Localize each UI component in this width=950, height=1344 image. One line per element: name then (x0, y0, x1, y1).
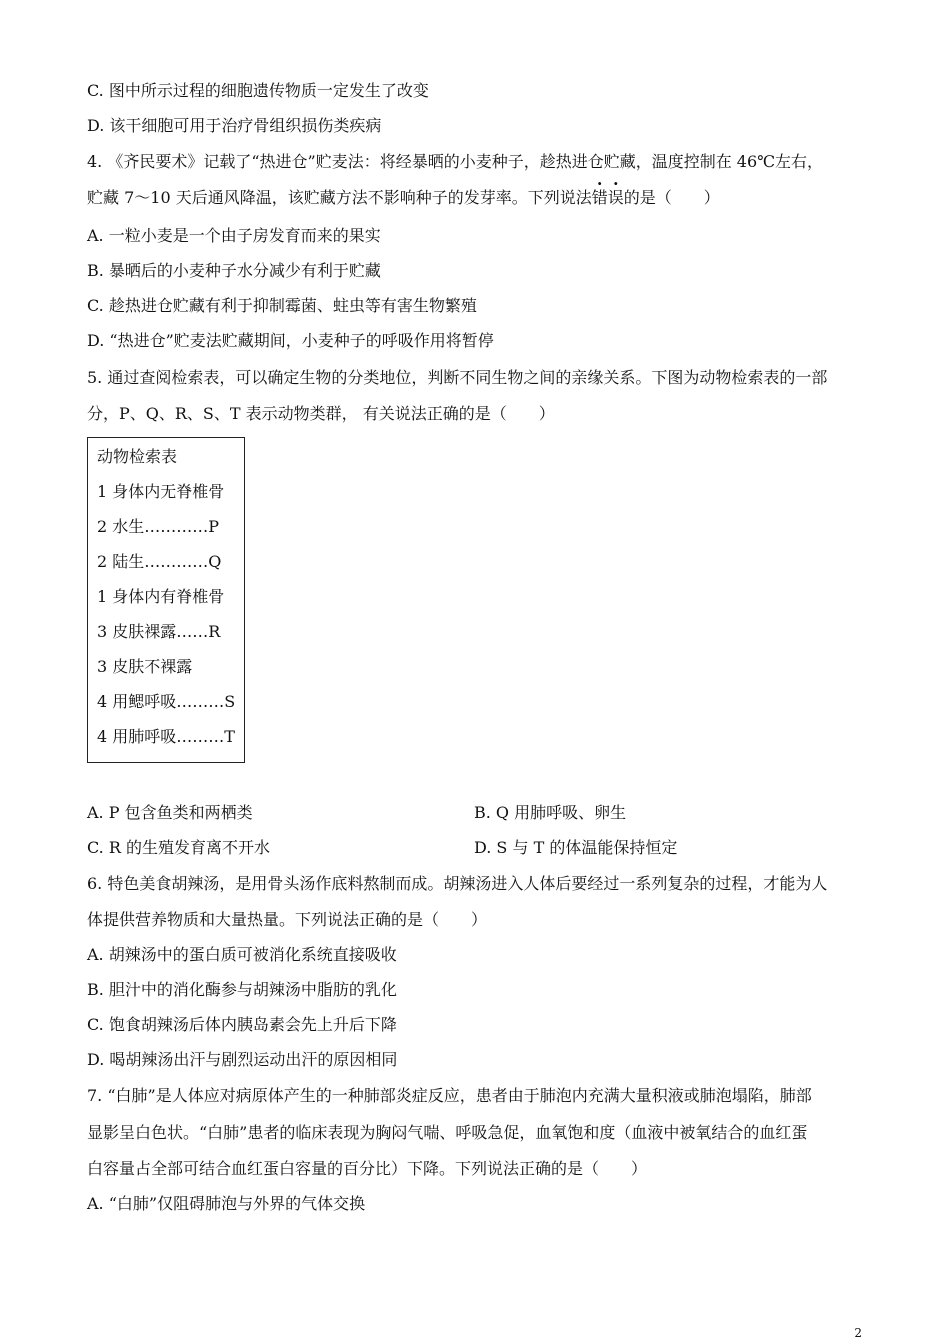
q7-option-a: A. “白肺”仅阻碍肺泡与外界的气体交换 (87, 1194, 366, 1213)
q6-option-b: B. 胆汁中的消化酶参与胡辣汤中脂肪的乳化 (87, 980, 397, 999)
q5-option-b: B. Q 用肺呼吸、卵生 (474, 803, 627, 822)
key-entry: 1 身体内无脊椎骨 (97, 482, 225, 501)
key-title: 动物检索表 (97, 447, 178, 466)
q5-option-a: A. P 包含鱼类和两栖类 (87, 803, 253, 822)
key-entry: 2 水生…………P (97, 517, 220, 536)
animal-key-table (87, 437, 245, 763)
key-entry: 3 皮肤裸露……R (97, 622, 221, 641)
key-entry: 3 皮肤不裸露 (97, 657, 193, 676)
page-number: 2 (854, 1326, 862, 1340)
q5-option-d: D. S 与 T 的体温能保持恒定 (474, 838, 678, 857)
q6-option-d: D. 喝胡辣汤出汗与剧烈运动出汗的原因相同 (87, 1050, 398, 1069)
q4-stem-line1: 4. 《齐民要术》记载了“热进仓”贮麦法：将经暴晒的小麦种子，趁热进仓贮藏，温度控制在 46℃左右， (87, 152, 824, 171)
key-entry: 1 身体内有脊椎骨 (97, 587, 225, 606)
q4-stem-text: 贮藏 7～10 天后通风降温，该贮藏方法不影响种子的发芽率。下列说法 (87, 188, 592, 207)
q7-stem-line1: 7. “白肺”是人体应对病原体产生的一种肺部炎症反应，患者由于肺泡内充满大量积液或肺泡塌陷，肺部 (87, 1086, 812, 1105)
q6-option-c: C. 饱食胡辣汤后体内胰岛素会先上升后下降 (87, 1015, 397, 1034)
q3-option-d: D. 该干细胞可用于治疗骨组织损伤类疾病 (87, 116, 382, 135)
q6-option-a: A. 胡辣汤中的蛋白质可被消化系统直接吸收 (87, 945, 397, 964)
q4-option-a: A. 一粒小麦是一个由子房发育而来的果实 (87, 226, 381, 245)
q4-stem-line2 (87, 188, 720, 208)
key-entry: 2 陆生…………Q (97, 552, 222, 571)
key-entry: 4 用鳃呼吸………S (97, 692, 236, 711)
q6-stem-line1: 6. 特色美食胡辣汤，是用骨头汤作底料熬制而成。胡辣汤进入人体后要经过一系列复杂的过程，才能为人 (87, 874, 828, 893)
key-entry: 4 用肺呼吸………T (97, 727, 235, 746)
q6-stem-line2: 体提供营养物质和大量热量。下列说法正确的是（ ） (87, 910, 488, 929)
q4-option-d: D. “热进仓”贮麦法贮藏期间，小麦种子的呼吸作用将暂停 (87, 331, 494, 350)
q5-stem-line2: 分，P、Q、R、S、T 表示动物类群， 有关说法正确的是（ ） (87, 404, 555, 423)
q5-stem-line1: 5. 通过查阅检索表，可以确定生物的分类地位，判断不同生物之间的亲缘关系。下图为动物检索表的一部 (87, 368, 828, 387)
emphasis-char: 误 (607, 188, 624, 207)
q4-stem-text: 的是（ ） (623, 188, 720, 207)
q7-stem-line2: 显影呈白色状。“白肺”患者的临床表现为胸闷气喘、呼吸急促，血氧饱和度（血液中被氧结合的血红蛋 (87, 1123, 808, 1142)
q4-option-b: B. 暴晒后的小麦种子水分减少有利于贮藏 (87, 261, 381, 280)
q5-option-c: C. R 的生殖发育离不开水 (87, 838, 270, 857)
q3-option-c: C. 图中所示过程的细胞遗传物质一定发生了改变 (87, 81, 429, 100)
q7-stem-line3: 白容量占全部可结合血红蛋白容量的百分比）下降。下列说法正确的是（ ） (87, 1159, 648, 1178)
q4-option-c: C. 趁热进仓贮藏有利于抑制霉菌、蛀虫等有害生物繁殖 (87, 296, 477, 315)
emphasis-char: 错 (591, 188, 608, 207)
